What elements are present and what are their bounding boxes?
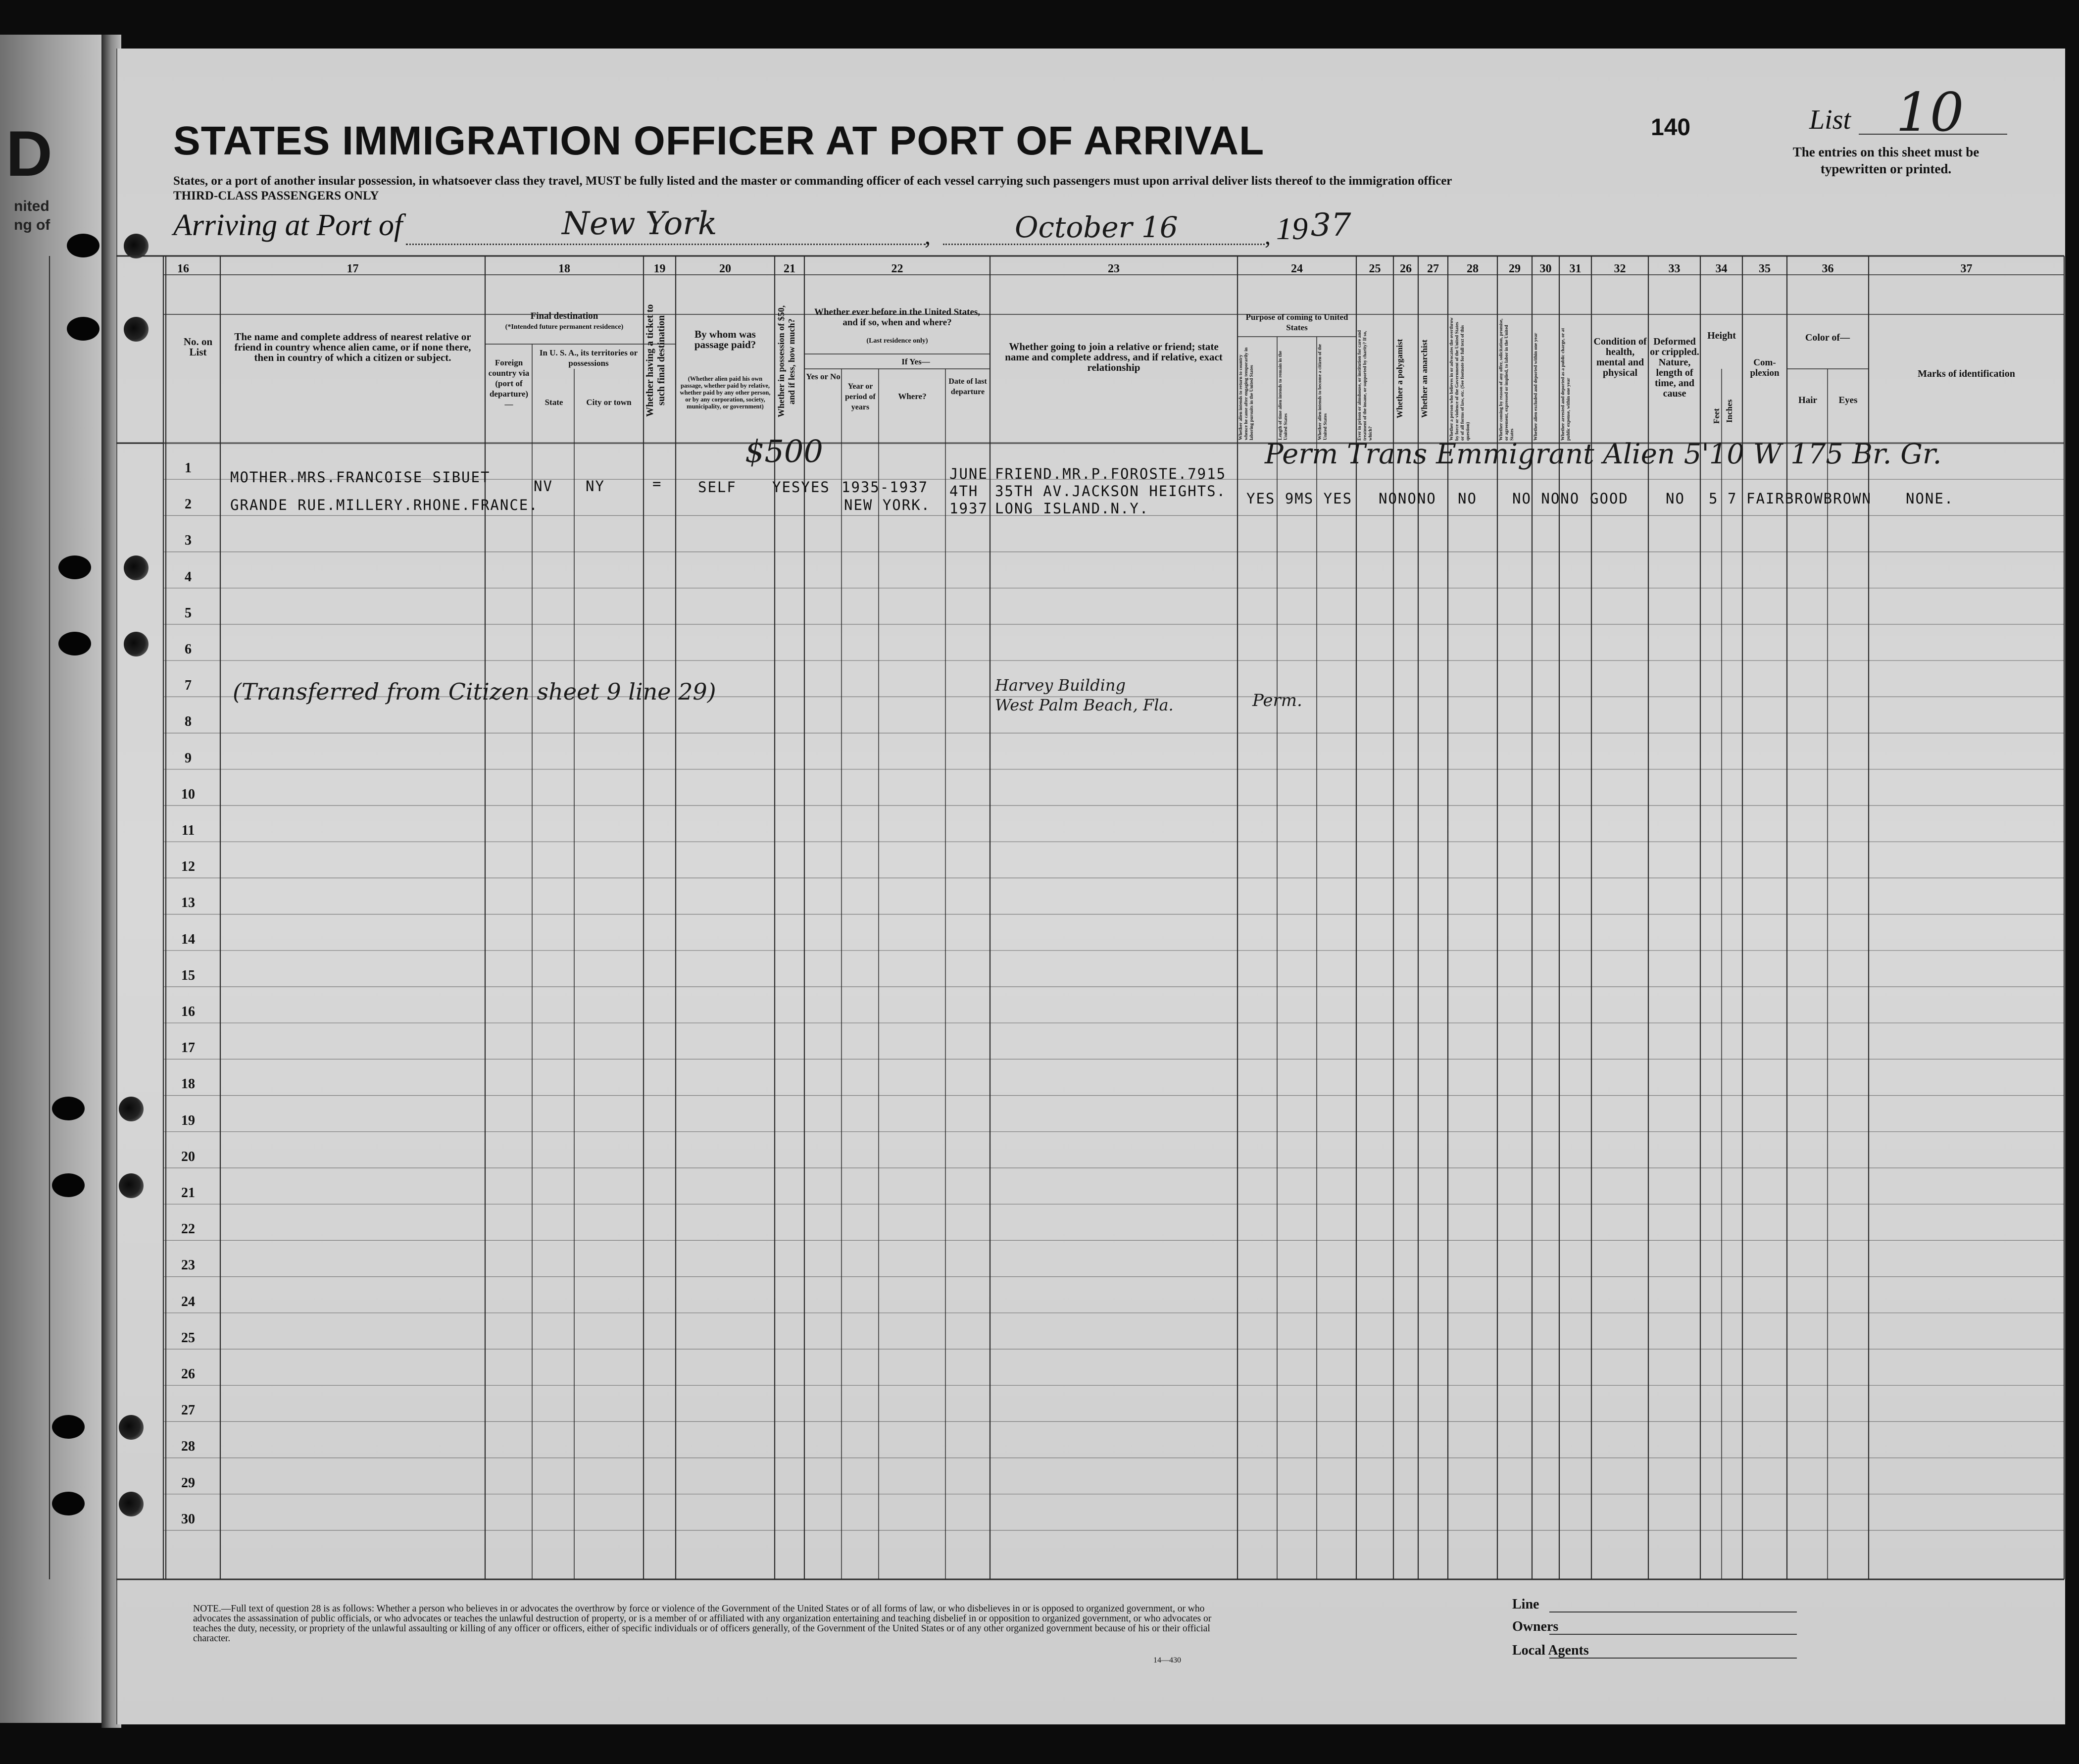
col-number-36: 36 bbox=[1822, 262, 1834, 275]
entry-inches: 7 bbox=[1728, 490, 1737, 507]
row-number: 8 bbox=[185, 714, 192, 730]
col-number-23: 23 bbox=[1108, 262, 1120, 275]
entry-purpose: YES 9MS YES bbox=[1246, 490, 1353, 507]
col-header-anarchist: Whether an anarchist bbox=[1420, 339, 1429, 418]
year-prefix: 19 bbox=[1276, 211, 1308, 246]
row-number: 25 bbox=[181, 1330, 195, 1346]
col-header-purpose-citizen: Whether alien intends to become a citizen of the United States bbox=[1318, 344, 1328, 440]
col-number-28: 28 bbox=[1467, 262, 1479, 275]
row-number: 10 bbox=[181, 786, 195, 802]
entry-q28: NO bbox=[1458, 490, 1477, 507]
col-header-polygamist: Whether a polygamist bbox=[1395, 339, 1404, 419]
col-number-27: 27 bbox=[1427, 262, 1439, 275]
col-header-if-yes: If Yes— bbox=[901, 357, 930, 366]
col-number-37: 37 bbox=[1960, 262, 1973, 275]
col-header-where: Where? bbox=[898, 392, 927, 401]
entry-deformed: NO bbox=[1666, 490, 1685, 507]
col-header-purpose: Purpose of coming to United States bbox=[1245, 312, 1348, 332]
handwritten-address-1: Harvey Building bbox=[995, 676, 1126, 695]
form-title: STATES IMMIGRATION OFFICER AT PORT OF ARRIVAL bbox=[173, 118, 1265, 163]
row-number: 22 bbox=[181, 1221, 195, 1237]
row-number: 7 bbox=[185, 678, 192, 694]
col-number-32: 32 bbox=[1614, 262, 1626, 275]
date-value: October 16 bbox=[1015, 210, 1178, 244]
col-header-height: Height bbox=[1707, 330, 1736, 341]
entry-relative-line1: MOTHER.MRS.FRANCOISE SIBUET bbox=[230, 469, 491, 486]
col-header-no-on-list: No. on List bbox=[183, 336, 213, 358]
col-number-34: 34 bbox=[1715, 262, 1728, 275]
row-number: 4 bbox=[185, 569, 192, 585]
col-header-passage-note: (Whether alien paid his own passage, whether paid by relative, whether paid by any other person, or by any corporation, society, municipality, or government) bbox=[680, 375, 771, 410]
row-number: 15 bbox=[181, 967, 195, 983]
row-number: 26 bbox=[181, 1366, 195, 1382]
col-header-health: Condition of health, mental and physical bbox=[1593, 336, 1647, 378]
col-header-prison: Ever in prison or almshouse, or institution for care and treatment of the insane, or supported by charity? If so, which? bbox=[1357, 330, 1373, 441]
col-header-foreign-country: Foreign country via (port of departure)— bbox=[488, 358, 530, 409]
col-number-25: 25 bbox=[1369, 262, 1381, 275]
entry-state: NV bbox=[534, 478, 553, 495]
col-header-residence-note: (*Intended future permanent residence) bbox=[505, 323, 624, 331]
entry-departure-1: JUNE bbox=[949, 465, 988, 482]
col-header-deformed: Deformed or crippled. Nature, length of time, and cause bbox=[1650, 336, 1699, 399]
col-header-feet: Feet bbox=[1712, 408, 1721, 424]
col-header-city: City or town bbox=[586, 398, 632, 407]
row-number: 28 bbox=[181, 1439, 195, 1455]
entry-city: NY bbox=[586, 478, 605, 495]
col-header-complexion: Com-plexion bbox=[1750, 357, 1780, 378]
col-header-relative: The name and complete address of nearest relative or friend in country whence alien came, or if none there, then in country of which a citizen or subject. bbox=[234, 331, 471, 363]
col-number-30: 30 bbox=[1539, 262, 1552, 275]
col-header-eyes: Eyes bbox=[1838, 395, 1858, 405]
owners-label: Owners bbox=[1512, 1619, 1559, 1634]
handwritten-address-2: West Palm Beach, Fla. bbox=[995, 696, 1174, 714]
form-code: 14—430 bbox=[1153, 1656, 1181, 1664]
row-number: 30 bbox=[181, 1511, 195, 1527]
port-value: New York bbox=[562, 205, 717, 242]
col-header-last-departure: Date of last departure bbox=[948, 377, 987, 396]
left-page-fragment: ng of bbox=[14, 217, 50, 233]
row-number: 23 bbox=[181, 1258, 195, 1273]
col-header-yes-or-no: Yes or No bbox=[806, 372, 841, 381]
line-label: Line bbox=[1512, 1597, 1539, 1612]
local-agents-label: Local Agents bbox=[1512, 1643, 1589, 1658]
col-header-ticket: Whether having a ticket to such final destination bbox=[644, 304, 667, 417]
entry-q29-31: NO NONO bbox=[1512, 490, 1580, 507]
entry-relative-line2: GRANDE RUE.MILLERY.RHONE.FRANCE. bbox=[230, 497, 539, 513]
owners-signature-line bbox=[1549, 1634, 1797, 1635]
row-number: 14 bbox=[181, 931, 195, 947]
entry-departure-3: 1937 bbox=[949, 500, 988, 517]
row-number: 17 bbox=[181, 1040, 195, 1056]
entry-q25-27: NONONO bbox=[1379, 490, 1436, 507]
col-header-fifty-dollars: Whether in possession of $50, and if less, how much? bbox=[776, 305, 796, 418]
left-page-fragment: nited bbox=[14, 198, 50, 214]
col-header-deported: Whether arrested and deported as a public charge, or at public expense, within one year bbox=[1561, 328, 1571, 441]
row-number: 18 bbox=[181, 1076, 195, 1092]
row-number: 16 bbox=[181, 1004, 195, 1019]
entry-departure-2: 4TH bbox=[949, 483, 979, 500]
col-header-purpose-return: Whether alien intends to return to country whence he came after engaging temporarily in laboring pursuits in the United States bbox=[1238, 347, 1254, 440]
row-number: 19 bbox=[181, 1112, 195, 1128]
col-number-26: 26 bbox=[1400, 262, 1412, 275]
row-number: 5 bbox=[185, 605, 192, 621]
handwritten-transfer-note: (Transferred from Citizen sheet 9 line 29) bbox=[233, 678, 716, 705]
list-number: 10 bbox=[1896, 82, 1964, 144]
col-number-33: 33 bbox=[1668, 262, 1681, 275]
col-header-offer-labor: Whether coming by reason of any offer, solicitation, promise, or agreement, expressed or implied, to labor in the United States bbox=[1499, 318, 1515, 441]
col-header-usa: In U. S. A., its territories or possessions bbox=[539, 348, 638, 368]
entry-paid-by: SELF bbox=[698, 479, 737, 496]
entry-join-3: LONG ISLAND.N.Y. bbox=[995, 500, 1149, 517]
footnote-question-28: NOTE.—Full text of question 28 is as follows: Whether a person who believes in or advocates the overthrow by force or violence of the Government of the United States or of all forms of law, or who disbelieves in or is opposed to organized government, or who advocates the assassination of public officials, or who advocates or teaches the unlawful destruction of property, or is a member of or affiliated with any organization entertaining and teaching disbelief in or opposition to organized government, or who advocates or teaches the duty, necessity, or propriety of the unlawful assaulting or killing of any officer or officers, either of specific individuals or of officers generally, of the Government of the United States or of any other organized government because of his or their official character. bbox=[193, 1604, 1212, 1644]
row-number: 6 bbox=[185, 642, 192, 657]
year-suffix: 37 bbox=[1311, 207, 1351, 244]
col-header-excluded: Whether alien excluded and deported within one year bbox=[1534, 333, 1538, 441]
entry-money: YESYES bbox=[772, 479, 830, 496]
entry-health: GOOD bbox=[1590, 490, 1629, 507]
entry-money-handwritten: $500 bbox=[745, 433, 823, 469]
page-number: 140 bbox=[1651, 114, 1691, 141]
col-header-color: Color of— bbox=[1805, 332, 1850, 343]
row-number: 1 bbox=[185, 460, 192, 476]
col-number-18: 18 bbox=[558, 262, 570, 275]
left-page-letter: D bbox=[6, 117, 52, 190]
col-header-hair: Hair bbox=[1798, 395, 1817, 405]
col-header-state: State bbox=[544, 398, 563, 407]
col-header-marks: Marks of identification bbox=[1918, 368, 2015, 379]
col-number-31: 31 bbox=[1569, 262, 1582, 275]
row-number: 27 bbox=[181, 1403, 195, 1418]
row-number: 2 bbox=[185, 497, 192, 512]
col-number-35: 35 bbox=[1759, 262, 1771, 275]
entry-feet: 5 bbox=[1709, 490, 1719, 507]
passenger-class-label: THIRD-CLASS PASSENGERS ONLY bbox=[173, 189, 379, 202]
col-number-17: 17 bbox=[346, 262, 359, 275]
row-number: 3 bbox=[185, 533, 192, 549]
entry-years: 1935-1937 bbox=[842, 479, 929, 496]
col-number-22: 22 bbox=[891, 262, 903, 275]
col-number-29: 29 bbox=[1509, 262, 1521, 275]
col-number-19: 19 bbox=[653, 262, 666, 275]
row-number: 24 bbox=[181, 1294, 195, 1310]
entry-join-2: 35TH AV.JACKSON HEIGHTS. bbox=[995, 483, 1227, 500]
col-header-join-relative: Whether going to join a relative or friend; state name and complete address, and if relative, exact relationship bbox=[1005, 341, 1223, 373]
entry-join-1: FRIEND.MR.P.FOROSTE.7915 bbox=[995, 465, 1227, 482]
row-number: 11 bbox=[181, 823, 195, 838]
row-number: 9 bbox=[185, 750, 192, 766]
agents-signature-line bbox=[1549, 1658, 1797, 1659]
line-signature-line bbox=[1549, 1612, 1797, 1613]
row-number: 20 bbox=[181, 1149, 195, 1164]
arriving-label: Arriving at Port of bbox=[173, 208, 403, 242]
form-subtitle: States, or a port of another insular possession, in whatsoever class they travel, MUST be fully listed and the master or commanding officer of each vessel carrying such passengers must upon arrival deliver lists thereof to the immigration officer bbox=[173, 174, 1452, 188]
col-header-last-residence: (Last residence only) bbox=[866, 337, 928, 345]
comma-separator: , bbox=[1265, 223, 1271, 250]
entry-where: NEW YORK. bbox=[844, 497, 931, 513]
entry-complexion-hair-eyes: FAIRBROWBROWN bbox=[1746, 490, 1872, 507]
handwritten-perm: Perm. bbox=[1252, 691, 1302, 710]
col-header-purpose-length: Length of time alien intends to remain in the United States bbox=[1278, 351, 1288, 440]
list-label: List bbox=[1809, 104, 1851, 135]
row-number: 12 bbox=[181, 859, 195, 875]
col-header-passage-paid: By whom was passage paid? bbox=[694, 328, 756, 351]
handwritten-row1-annotations: Perm Trans Emmigrant Alien 5'10 W 175 Br. Gr. bbox=[1265, 438, 1942, 470]
col-number-21: 21 bbox=[784, 262, 795, 275]
entries-instruction: The entries on this sheet must be typewritten or printed. bbox=[1792, 145, 1980, 176]
row-number: 13 bbox=[181, 895, 195, 911]
row-number: 29 bbox=[181, 1475, 195, 1491]
col-number-24: 24 bbox=[1291, 262, 1303, 275]
col-header-ever-before: Whether ever before in the United States, and if so, when and where? bbox=[814, 307, 981, 328]
col-header-final-destination: Final destination bbox=[530, 311, 598, 321]
col-number-16: 16 bbox=[177, 262, 189, 275]
col-header-inches: Inches bbox=[1725, 399, 1734, 423]
col-header-years: Year or period of years bbox=[845, 382, 876, 411]
entry-marks: NONE. bbox=[1906, 490, 1954, 507]
comma-separator: , bbox=[925, 223, 931, 250]
row-number: 21 bbox=[181, 1185, 195, 1201]
col-number-20: 20 bbox=[719, 262, 731, 275]
entry-ticket: = bbox=[652, 475, 662, 492]
col-header-overthrow: Whether a person who believes in or advocates the overthrow by force or violence of the Government of the United States or of all forms of law, etc. (See footnote for full text of this question) bbox=[1449, 317, 1471, 441]
